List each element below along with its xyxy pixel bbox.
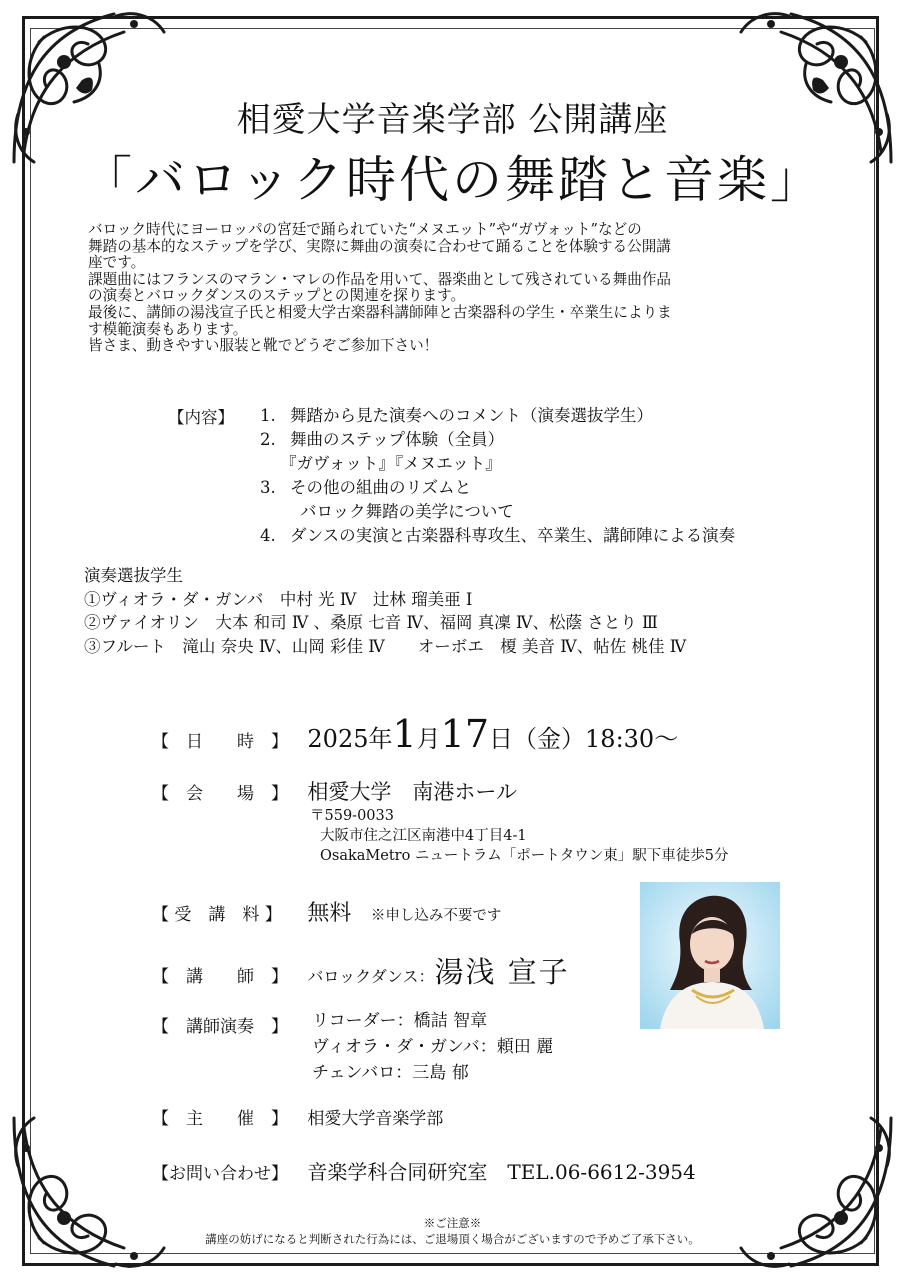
list-item <box>260 428 840 452</box>
date-year: 2025年 <box>307 725 393 753</box>
list-item <box>260 404 840 428</box>
organizer-value: 相愛大学音楽学部 <box>307 1109 444 1129</box>
lecturer-label: 【 講 師 】 <box>152 967 288 987</box>
venue-label: 【 会 場 】 <box>152 784 288 804</box>
intro-line: 最後に、講師の湯浅宣子氏と相愛大学古楽器科講師陣と古楽器科の学生・卒業生によりま <box>88 303 672 321</box>
notice-section <box>0 1215 905 1247</box>
intro-line: バロック時代にヨーロッパの宮廷で踊られていた“メヌエット”や“ガヴォット”などの <box>88 221 642 238</box>
ornament-corner-bottom-right-icon <box>731 1108 901 1278</box>
intro-line: す模範演奏もあります。 <box>88 320 248 338</box>
intro-line: 皆さま、動きやすい服装と靴でどうぞご参加下さい！ <box>88 337 439 355</box>
lecturer-role: バロックダンス： <box>307 967 435 986</box>
performer-line: ②ヴァイオリン 大本 和司 Ⅳ 、桑原 七音 Ⅳ、福岡 真凜 Ⅳ、松蔭 さとり Ⅲ <box>84 613 658 632</box>
organizer-row <box>152 1104 443 1129</box>
notice-text: 講座の妨げになると判断された行為には、ご退場頂く場合がございますので予めご了承下さい。 <box>205 1232 700 1246</box>
intro-line: 課題曲にはフランスのマラン・マレの作品を用いて、器楽曲として残されている舞曲作品 <box>88 270 672 288</box>
list-item-number: 1. <box>260 406 276 425</box>
list-item-text: ダンスの実演と古楽器科専攻生、卒業生、講師陣による演奏 <box>290 526 736 545</box>
contact-row <box>152 1156 696 1185</box>
lecturer-row <box>152 950 570 991</box>
venue-row <box>152 776 517 806</box>
page-subtitle: 相愛大学音楽学部 公開講座 <box>236 100 669 140</box>
date-label: 【 日 時 】 <box>152 732 288 752</box>
list-item-subtext: バロック舞踏の美学について <box>300 502 514 521</box>
fee-row <box>152 896 501 927</box>
page-title: 「バロック時代の舞踏と音楽」 <box>82 151 823 209</box>
lecturer-name: 湯浅 宣子 <box>434 955 570 989</box>
notice-title: ※ご注意※ <box>423 1216 482 1230</box>
lecturer-performer: チェンバロ：三島 郁 <box>312 1063 469 1083</box>
date-month-unit: 月 <box>416 725 441 753</box>
list-item-text: その他の組曲のリズムと <box>290 478 472 497</box>
list-item-number: 4. <box>260 526 276 545</box>
contact-label: 【お問い合わせ】 <box>152 1164 288 1184</box>
list-item-text: 舞曲のステップ体験（全員） <box>290 430 505 449</box>
venue-address-block <box>310 806 729 866</box>
date-month: 1 <box>392 712 417 756</box>
venue-name: 相愛大学 南港ホール <box>307 780 517 804</box>
fee-value: 無料 <box>307 901 352 926</box>
date-weekday-time: （金）18:30～ <box>513 725 679 753</box>
venue-postal: 〒559-0033 <box>310 808 394 824</box>
list-item-number: 3. <box>260 478 276 497</box>
list-item <box>260 524 840 548</box>
organizer-label: 【 主 催 】 <box>152 1109 288 1129</box>
performer-line: ①ヴィオラ・ダ・ガンバ 中村 光 Ⅳ 辻林 瑠美亜 Ⅰ <box>84 589 473 609</box>
venue-address: 大阪市住之江区南港中4丁目4-1 <box>320 828 527 844</box>
lecturer-portrait <box>640 882 780 1029</box>
date-row <box>152 712 678 756</box>
contents-list <box>260 404 840 548</box>
list-item-subtext: 『ガヴォット』『メヌエット』 <box>280 454 502 473</box>
lecturer-performer: リコーダー：橋詰 智章 <box>312 1011 488 1031</box>
lecturer-performance-row <box>152 1012 302 1037</box>
fee-label: 【 受 講 料 】 <box>152 905 282 925</box>
intro-line: 座です。 <box>88 254 146 272</box>
performers-heading: 演奏選抜学生 <box>84 566 183 585</box>
venue-access: OsakaMetro ニュートラム「ポートタウン東」駅下車徒歩5分 <box>320 848 729 864</box>
performers-section <box>84 564 686 658</box>
intro-line: 舞踏の基本的なステップを学び、実際に舞曲の演奏に合わせて踊ることを体験する公開講 <box>88 237 671 255</box>
list-item <box>260 476 840 500</box>
list-item-text: 舞踏から見た演奏へのコメント（演奏選抜学生） <box>290 406 653 425</box>
date-value <box>307 712 678 756</box>
intro-text <box>88 222 818 355</box>
intro-line: の演奏とバロックダンスのステップとの関連を探ります。 <box>88 287 466 305</box>
date-day-unit: 日 <box>489 725 514 753</box>
contact-value: 音楽学科合同研究室 TEL.06-6612-3954 <box>307 1160 696 1184</box>
contents-heading: 【内容】 <box>168 408 234 427</box>
lecturer-performance-label: 【 講師演奏 】 <box>152 1017 288 1037</box>
list-item-number: 2. <box>260 430 276 449</box>
lecturer-performance-list <box>312 1008 553 1086</box>
date-day: 17 <box>440 712 490 756</box>
ornament-corner-bottom-left-icon <box>4 1108 174 1278</box>
fee-note: ※申し込み不要です <box>370 908 502 924</box>
lecturer-performer: ヴィオラ・ダ・ガンバ：頼田 麗 <box>312 1037 554 1057</box>
performer-line: ③フルート 滝山 奈央 Ⅳ、山岡 彩佳 Ⅳ オーボエ 榎 美音 Ⅳ、帖佐 桃佳 Ⅳ <box>84 636 687 656</box>
